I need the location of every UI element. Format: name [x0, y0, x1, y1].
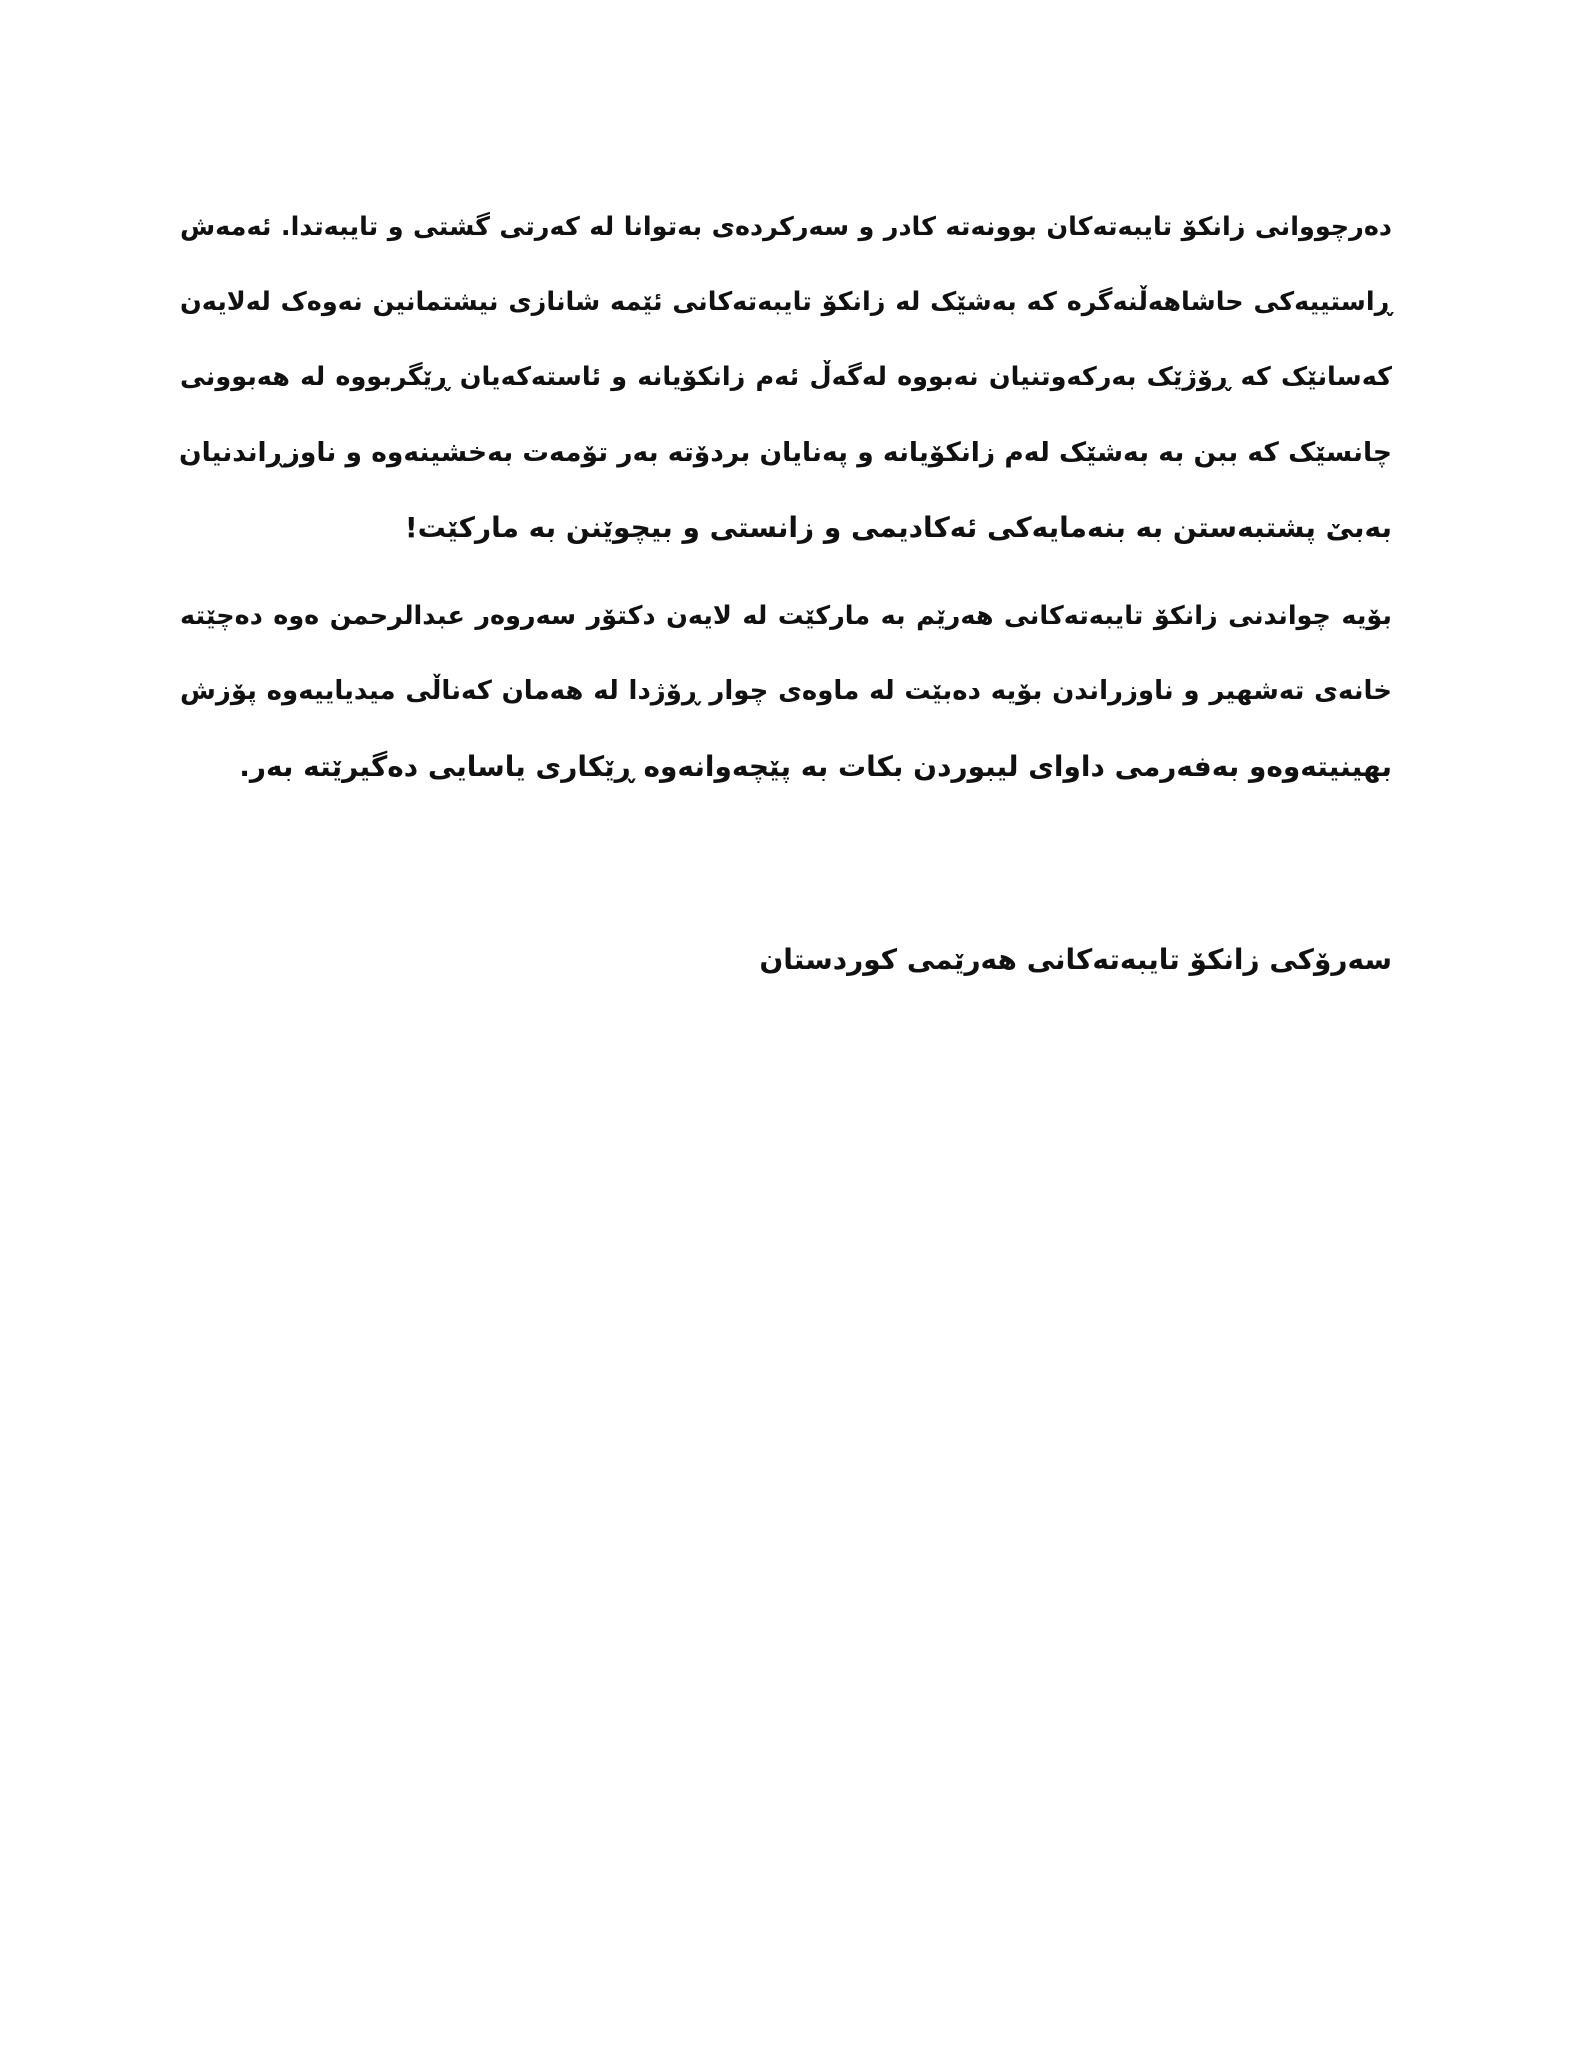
- paragraph-1: [180, 190, 1392, 565]
- text-line: بهینیتەوەو بەفەرمی داوای لیبوردن بکات بە پێچەوانەوە ڕێکاری یاسایی دەگیرێتە بەر.: [239, 750, 1392, 783]
- text-line: دەرچووانی زانکۆ تایبەتەکان بوونەتە کادر و سەرکردەی بەتوانا لە کەرتی گشتی و تایبەتدا. ئەمەش: [180, 212, 1392, 242]
- document-body: [180, 190, 1392, 804]
- text-line: بەبێ پشتبەستن بە بنەمایەکی ئەکادیمی و زانستی و بیچوێنن بە مارکێت!: [404, 511, 1392, 544]
- paragraph-2: [180, 579, 1392, 804]
- text-line: چانسێک کە ببن بە بەشێک لەم زانکۆیانە و پەنایان بردۆتە بەر تۆمەت بەخشینەوە و ناوزڕاندنیان: [178, 437, 1392, 468]
- text-line: خانەی تەشهیر و ناوزراندن بۆیە دەبێت لە ماوەی چوار ڕۆژدا لە هەمان کەناڵی میدیاییەوە پۆزش: [180, 676, 1392, 706]
- text-line: ڕاستییەکی حاشاهەڵنەگرە کە بەشێک لە زانکۆ تایبەتەکانی ئێمە شانازی نیشتمانین نەوەک لەلایەن: [180, 287, 1392, 317]
- text-line: بۆیە چواندنی زانکۆ تایبەتەکانی هەرێم بە مارکێت لە لایەن دکتۆر سەروەر عبدالرحمن ەوە دەچێتە: [180, 601, 1392, 631]
- signature-line: سەرۆکی زانکۆ تایبەتەکانی هەرێمی کوردستان: [759, 943, 1392, 976]
- text-line: کەسانێک کە ڕۆژێک بەرکەوتنیان نەبووە لەگەڵ ئەم زانکۆیانە و ئاستەکەیان ڕێگربووە لە هەبوونی: [180, 362, 1392, 392]
